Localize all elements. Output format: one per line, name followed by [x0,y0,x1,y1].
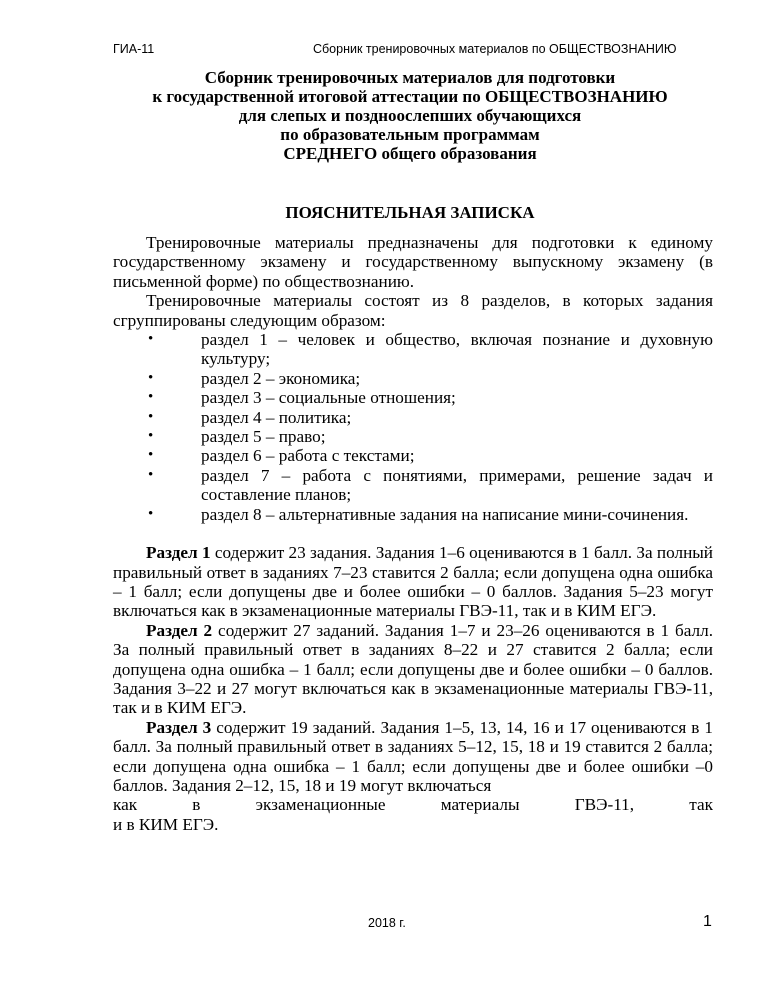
section-3-spread-line: как в экзаменационные материалы ГВЭ-11, так [113,795,713,815]
title-line: СРЕДНЕГО общего образования [283,144,537,163]
bullet-icon: • [148,408,154,425]
section-label: Раздел 1 [146,543,211,563]
section-2-paragraph: Раздел 2 содержит 27 заданий. Задания 1–7 и 23–26 оцениваются в 1 балл. За полный правильный ответ в заданиях 8–22 и 27 ставится 2 балла; если допущена одна ошибка – 1 балл; если допущены две и более ошибки – 0 баллов. Задания 3–22 и 27 могут включаться как в экзаменационные материалы ГВЭ-11, так и в КИМ ЕГЭ. [113,620,713,718]
list-item: • раздел 3 – социальные отношения; [148,388,456,408]
list-item: • раздел 7 – работа с понятиями, примерами, решение задач и составление планов; [148,465,713,505]
list-item: • раздел 1 – человек и общество, включая познание и духовную культуру; [148,330,713,369]
intro-paragraph: Тренировочные материалы состоят из 8 разделов, в которых задания сгруппированы следующим образом: [113,291,713,330]
list-item: • раздел 4 – политика; [148,407,352,427]
list-item: • раздел 6 – работа с текстами; [148,446,415,466]
footer-year: 2018 г. [368,916,406,930]
page-number: 1 [703,913,712,930]
bullet-icon: • [148,428,154,445]
title-line: к государственной итоговой аттестации по ОБЩЕСТВОЗНАНИЮ [152,87,668,106]
title-line: Сборник тренировочных материалов для подготовки [204,68,616,87]
list-item: • раздел 2 – экономика; [148,368,361,388]
bullet-icon: • [148,505,154,522]
list-item: • раздел 5 – право; [148,427,326,447]
section-heading: ПОЯСНИТЕЛЬНАЯ ЗАПИСКА [285,203,535,222]
running-header-left: ГИА-11 [113,42,155,56]
bullet-icon: • [148,389,154,406]
bullet-icon: • [148,369,154,386]
bullet-icon: • [148,447,154,464]
running-header-right: Сборник тренировочных материалов по ОБЩЕСТВОЗНАНИЮ [313,42,677,56]
section-1-paragraph: Раздел 1 содержит 23 задания. Задания 1–6 оцениваются в 1 балл. За полный правильный ответ в заданиях 7–23 ставится 2 балла; если допущена одна ошибка – 1 балл; если допущены две и более ошибки – 0 баллов. Задания 5–23 могут включаться как в экзаменационные материалы ГВЭ-11, так и в КИМ ЕГЭ. [113,543,714,621]
bullet-icon: • [148,331,154,348]
sections-list [113,330,713,524]
section-label: Раздел 2 [146,620,213,640]
document-title [100,68,720,163]
list-item: • раздел 8 – альтернативные задания на написание мини-сочинения. [148,504,689,524]
intro-paragraph: Тренировочные материалы предназначены для подготовки к единому государственному экзамену и государственному выпускному экзамену (в письменной форме) по обществознанию. [113,233,713,291]
section-label: Раздел 3 [146,717,212,737]
document-body [113,233,713,834]
section-3-last-line: и в КИМ ЕГЭ. [113,814,219,834]
section-3-paragraph: Раздел 3 содержит 19 заданий. Задания 1–5, 13, 14, 16 и 17 оцениваются в 1 балл. За полный правильный ответ в заданиях 5–12, 15, 18 и 19 ставится 2 балла; если допущена одна ошибка – 1 балл; если допущены две и более ошибки –0 баллов. Задания 2–12, 15, 18 и 19 могут включаться [113,717,713,795]
bullet-icon: • [148,466,154,483]
title-line: для слепых и поздноослепших обучающихся [238,106,582,125]
title-line: по образовательным программам [280,125,540,144]
